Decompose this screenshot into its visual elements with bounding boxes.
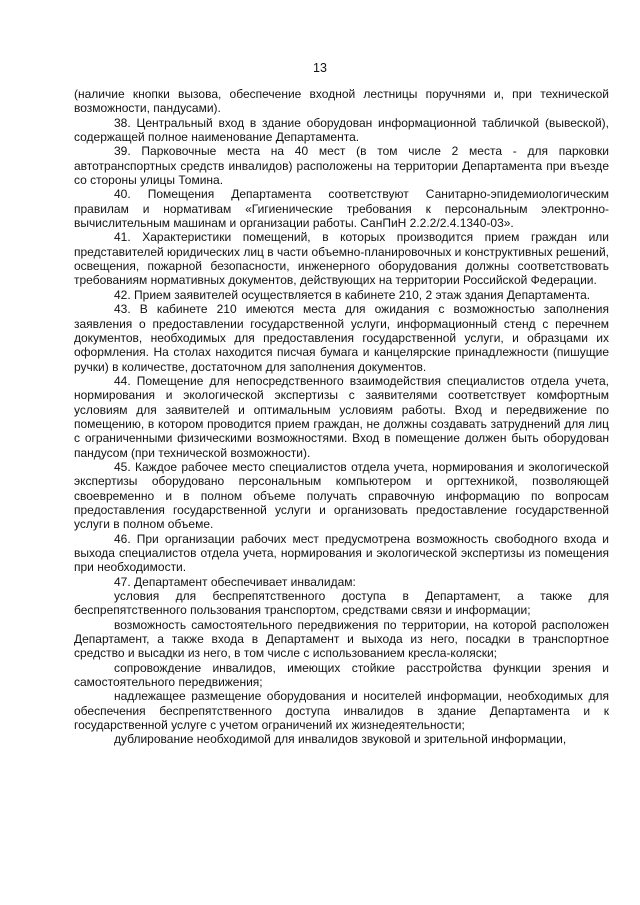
list-item-equipment-placement: надлежащее размещение оборудования и носителей информации, необходимых для обеспечения беспрепятственного доступа инвалидов в здание Департамента и к государственной услуге с учетом ограничений их жизнедеятельности; — [74, 689, 609, 733]
paragraph-40: 40. Помещения Департамента соответствуют Санитарно-эпидемиологическим правилам и нормативам «Гигиенические требования к персональным электронно-вычислительным машинам и организации работы. СанПиН 2.2.2/2.4.1340-03». — [74, 187, 609, 231]
paragraph-39: 39. Парковочные места на 40 мест (в том числе 2 места - для парковки автотранспортных средств инвалидов) расположены на территории Департамента при въезде со стороны улицы Томина. — [74, 144, 609, 188]
paragraph-42: 42. Прием заявителей осуществляется в кабинете 210, 2 этаж здания Департамента. — [114, 287, 591, 302]
document-body — [74, 87, 609, 747]
page-number: 13 — [313, 61, 327, 75]
paragraph-44: 44. Помещение для непосредственного взаимодействия специалистов отдела учета, нормирования и экологической экспертизы с заявителями соответствует комфортным условиям для заявителей и оптимальным условиям работы. Вход и передвижение по помещению, в котором проводится прием граждан, не должны создавать затруднений для лиц с ограниченными физическими возможностями. Вход в помещение должен быть оборудован пандусом (при технической возможности). — [74, 373, 609, 460]
list-item-independent-movement: возможность самостоятельного передвижения по территории, на которой расположен Департамент, а также входа в Департамент и выхода из него, посадки в транспортное средство и высадки из него, в том числе с использованием кресла-коляски; — [74, 617, 609, 661]
paragraph-continuation: (наличие кнопки вызова, обеспечение входной лестницы поручнями и, при технической возможности, пандусами). — [74, 87, 609, 116]
paragraph-45: 45. Каждое рабочее место специалистов отдела учета, нормирования и экологической экспертизы оборудовано персональным компьютером и оргтехникой, позволяющей своевременно и в полном объеме получать справочную информацию по вопросам предоставления государственной услуги и организовать предоставление государственной услуги в полном объеме. — [74, 459, 609, 532]
list-item-access-conditions: условия для беспрепятственного доступа в Департамент, а также для беспрепятственного пользования транспортом, средствами связи и информации; — [74, 589, 609, 618]
paragraph-43: 43. В кабинете 210 имеются места для ожидания с возможностью заполнения заявления о предоставлении государственной услуги, информационный стенд с перечнем документов, необходимых для предоставления государственной услуги, и образцами их оформления. На столах находится писчая бумага и канцелярские принадлежности (пишущие ручки) в количестве, достаточном для заполнения документов. — [74, 302, 609, 374]
list-item-escort: сопровождение инвалидов, имеющих стойкие расстройства функции зрения и самостоятельного передвижения; — [74, 660, 609, 690]
paragraph-47: 47. Департамент обеспечивает инвалидам: — [114, 574, 356, 589]
list-item-duplication: дублирование необходимой для инвалидов звуковой и зрительной информации, — [114, 732, 567, 747]
paragraph-41: 41. Характеристики помещений, в которых производится прием граждан или представителей юридических лиц в части объемно-планировочных и конструктивных решений, освещения, пожарной безопасности, инженерного оборудования должны соответствовать требованиям нормативных документов, действующих на территории Российской Федерации. — [74, 230, 609, 288]
paragraph-46: 46. При организации рабочих мест предусмотрена возможность свободного входа и выхода специалистов отдела учета, нормирования и экологической экспертизы из помещения при необходимости. — [74, 531, 609, 575]
paragraph-38: 38. Центральный вход в здание оборудован информационной табличкой (вывеской), содержащей полное наименование Департамента. — [74, 115, 609, 145]
